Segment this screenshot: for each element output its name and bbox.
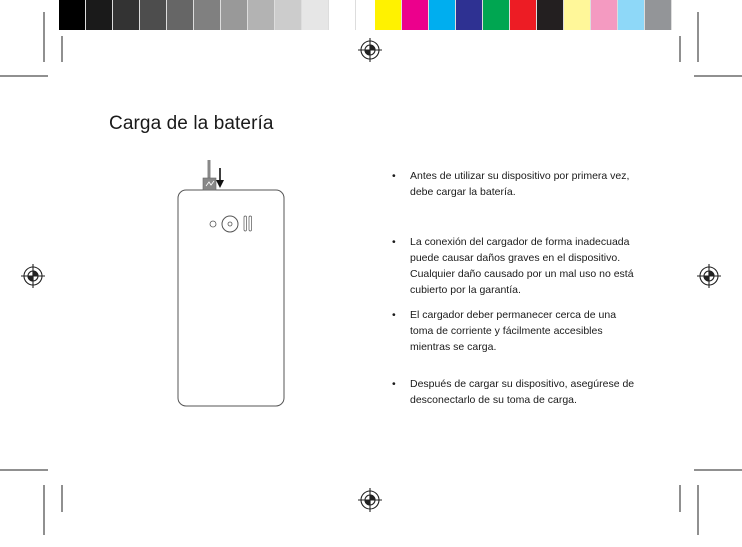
bullet-icon: • [392, 236, 396, 248]
charger-plug [203, 178, 216, 190]
registration-mark-right [697, 264, 721, 288]
instruction-text: Antes de utilizar su dispositivo por primera vez, debe cargar la batería. [410, 170, 630, 198]
phone-charging-icon [178, 160, 284, 406]
instruction-text: El cargador deber permanecer cerca de una toma de corriente y fácilmente accesibles mientras se carga. [410, 309, 617, 353]
registration-mark-left [21, 264, 45, 288]
bullet-icon: • [392, 378, 396, 390]
registration-mark-top [358, 38, 382, 62]
bullet-icon: • [392, 309, 396, 321]
bullet-icon: • [392, 170, 396, 182]
page-title: Carga de la batería [109, 113, 274, 134]
instruction-text: Después de cargar su dispositivo, asegúrese de desconectarlo de su toma de carga. [410, 378, 635, 406]
registration-mark-bottom [358, 488, 382, 512]
instruction-text: La conexión del cargador de forma inadecuada puede causar daños graves en el dispositivo. Cualquier daño causado por un mal uso no está cubierto por la garantía. [410, 236, 634, 296]
